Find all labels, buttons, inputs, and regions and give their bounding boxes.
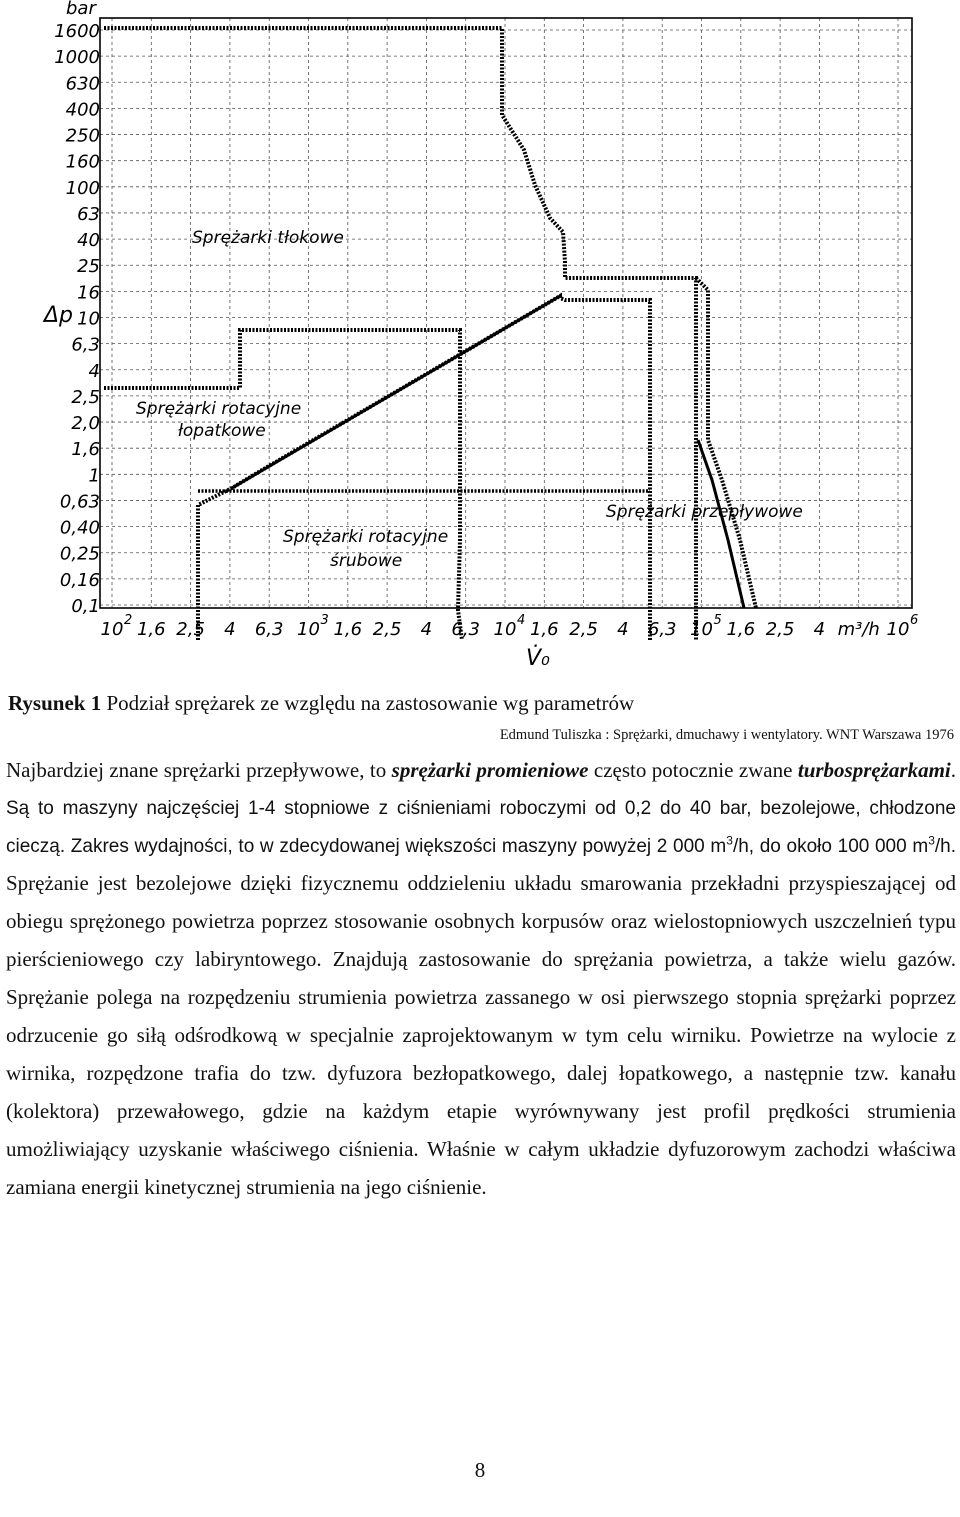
x-tick-label: 6,3 [451, 619, 481, 640]
page-number: 8 [474, 1458, 486, 1482]
region-label-screw-1: Sprężarki rotacyjne [283, 527, 449, 547]
y-tick-label: 100 [65, 177, 100, 199]
region-label-vane-2: łopatkowe [178, 421, 266, 441]
x-tick-label: 10 [297, 619, 320, 640]
y-tick-label: 2,5 [71, 386, 100, 408]
x-tick-label: 4 [813, 619, 826, 640]
body-s1b: często potocznie zwane [588, 758, 798, 782]
x-tick-label: 1,6 [726, 619, 756, 640]
y-axis-unit: bar [66, 0, 96, 19]
x-tick-label: 2,5 [569, 619, 598, 640]
vane-diagonal [232, 296, 560, 488]
y-tick-label: 0,40 [59, 517, 100, 539]
body-sup-2: 3 [928, 833, 935, 848]
y-tick-label: 10 [77, 308, 100, 330]
x-axis-symbol: V̇₀ [526, 646, 550, 671]
y-tick-label: 63 [77, 203, 100, 225]
body-em-1: sprężarki promieniowe [391, 758, 589, 782]
x-tick-label: 6,3 [254, 619, 284, 640]
y-tick-label: 1600 [54, 21, 100, 42]
x-tick-label: 4 [420, 619, 433, 640]
compressor-classification-figure [0, 0, 960, 680]
piston-region-boundary [104, 28, 696, 640]
y-tick-label: 4 [88, 360, 100, 382]
y-axis-symbol: Δp [44, 303, 74, 328]
x-tick-label: m³/h [837, 619, 880, 640]
x-tick-exponent: 2 [124, 613, 133, 628]
body-paragraph [6, 752, 956, 1207]
body-s3: Sprężanie jest bezolejowe dzięki fizycznemu oddzieleniu układu smarowania przekładni przyspieszającej od obiegu sprężonego powietrza poprzez stosowanie osobnych korpusów oraz wielostopniowych uszczelnień typu pierścieniowego czy labiryntowego. Znajdują zastosowanie do sprężania powietrza, a także wielu gazów. Sprężanie polega na rozpędzeniu strumienia powietrza zassanego w osi pierwszego stopnia sprężarki poprzez odrzucenie go siłą odśrodkową w specjalnie zaprojektowanym w tym celu wirniku. Powietrze na wylocie z wirnika, rozpędzone trafia do tzw. dyfuzora bezłopatkowego, dalej łopatkowego, a następnie tzw. kanału (kolektora) przewałowego, gdzie na każdym etapie wyrównywany jest profil prędkości strumienia umożliwiający uzyskanie właściwego ciśnienia. Właśnie w całym układzie dyfuzorowym zachodzi właściwa zamiana energii kinetycznej strumienia na jego ciśnienie. [6, 871, 956, 1199]
region-label-vane-1: Sprężarki rotacyjne [136, 399, 302, 419]
body-sup-1: 3 [726, 833, 733, 848]
x-tick-exponent: 4 [517, 613, 526, 628]
y-tick-label: 160 [65, 151, 100, 173]
flow-region-boundary [696, 278, 756, 608]
body-s2: Są to maszyny najczęściej 1-4 stopniowe z ciśnieniami roboczymi od 0,2 do 40 bar, bezolejowe, chłodzone cieczą. Zakres wydajności, to w zdecydowanej większości maszyny powyżej 2 000 m [6, 798, 956, 857]
y-tick-label: 250 [65, 125, 100, 147]
region-label-piston: Sprężarki tłokowe [192, 228, 344, 248]
caption-text: Podział sprężarek ze względu na zastosowanie wg parametrów [106, 691, 635, 715]
y-tick-label: 0,1 [71, 596, 100, 617]
body-s1c: . [950, 758, 956, 782]
y-tick-label: 16 [77, 282, 100, 304]
x-tick-exponent: 6 [910, 613, 919, 628]
body-em-2: turbosprężarkami [797, 758, 951, 782]
y-tick-label: 1000 [54, 47, 100, 69]
y-tick-label: 0,63 [59, 491, 100, 513]
y-tick-label: 6,3 [71, 334, 100, 356]
x-tick-label: 4 [617, 619, 629, 640]
x-tick-exponent: 5 [713, 613, 722, 628]
x-tick-label: 1,6 [529, 619, 559, 640]
y-tick-label: 40 [77, 230, 100, 252]
x-tick-label: 1,6 [136, 619, 166, 640]
body-s2b: /h, do około 100 000 m [732, 836, 929, 857]
vane-region-boundary [104, 330, 462, 640]
y-tick-label: 630 [65, 73, 100, 95]
y-tick-label: 2,0 [71, 413, 100, 435]
x-tick-label: 2,5 [176, 619, 205, 640]
x-tick-exponent: 3 [320, 613, 329, 628]
y-tick-label: 1,6 [71, 439, 100, 461]
caption-source: Edmund Tuliszka : Sprężarki, dmuchawy i wentylatory. WNT Warszawa 1976 [499, 727, 954, 743]
x-tick-label: 10 [886, 619, 910, 640]
body-s1: Najbardziej znane sprężarki przepływowe, to [6, 758, 392, 782]
x-tick-label: 10 [690, 619, 713, 640]
x-tick-label: 10 [100, 619, 124, 640]
y-tick-label: 1 [88, 465, 100, 487]
x-tick-label: 2,5 [372, 619, 402, 640]
y-tick-label: 400 [65, 99, 100, 121]
y-tick-label: 25 [77, 256, 100, 278]
x-tick-label: 10 [493, 619, 517, 640]
figure-caption [8, 690, 956, 716]
y-tick-label: 0,16 [59, 569, 100, 591]
y-tick-label: 0,25 [59, 543, 100, 565]
body-s2c: /h. [934, 836, 957, 857]
x-axis-ticks [101, 613, 919, 640]
x-tick-label: 2,5 [765, 619, 795, 640]
x-tick-label: 4 [224, 619, 236, 640]
x-tick-label: 1,6 [333, 619, 363, 640]
region-label-flow: Sprężarki przepływowe [606, 502, 803, 522]
region-label-screw-2: śrubowe [330, 551, 403, 571]
caption-label: Rysunek 1 [8, 691, 102, 715]
x-tick-label: 6,3 [647, 619, 677, 640]
